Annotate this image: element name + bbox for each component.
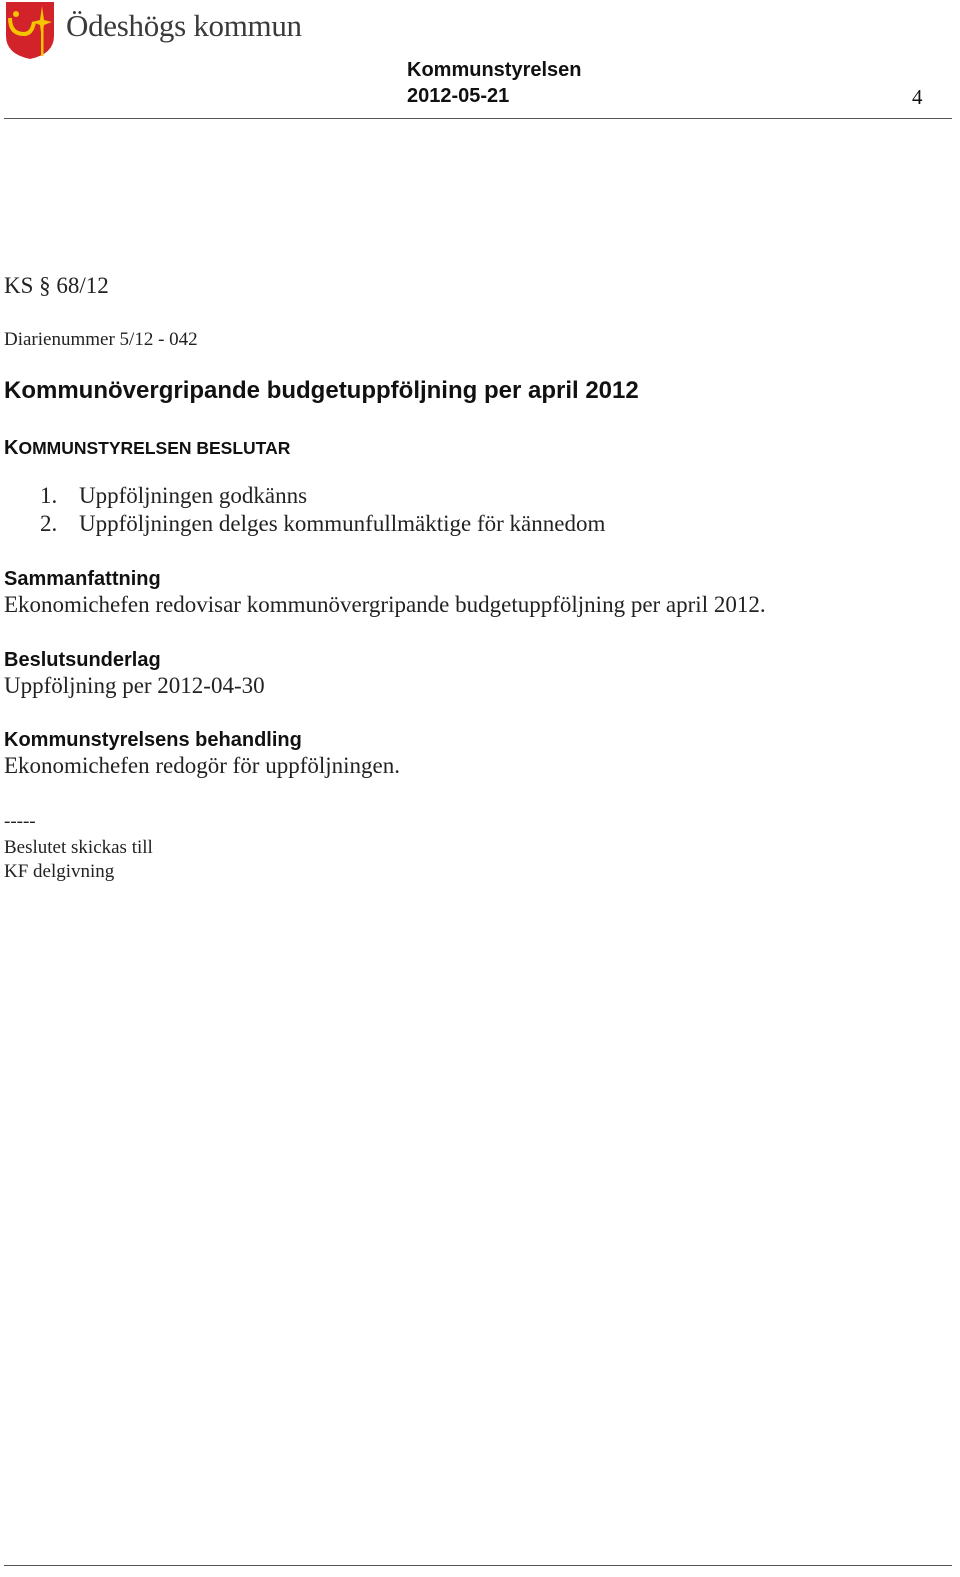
handling-heading: Kommunstyrelsens behandling (4, 729, 302, 751)
basis-body: Uppföljning per 2012-04-30 (4, 673, 265, 698)
list-item-text: Uppföljningen delges kommunfullmäktige för kännedom (79, 511, 606, 536)
footer-divider (4, 1565, 952, 1566)
diary-number: Diarienummer 5/12 - 042 (4, 329, 198, 350)
decision-heading (4, 437, 290, 460)
distribution-recipients: KF delgivning (4, 861, 115, 882)
coat-of-arms-icon (4, 0, 56, 60)
paragraph-reference: KS § 68/12 (4, 273, 109, 298)
case-title: Kommunövergripande budgetuppföljning per april 2012 (4, 377, 639, 404)
organization-name: Ödeshögs kommun (66, 8, 302, 43)
decision-heading-rest: OMMUNSTYRELSEN BESLUTAR (18, 438, 291, 458)
summary-heading: Sammanfattning (4, 568, 161, 590)
decision-heading-initial: K (4, 437, 19, 459)
summary-body: Ekonomichefen redovisar kommunövergripande budgetuppföljning per april 2012. (4, 592, 766, 617)
handling-body: Ekonomichefen redogör för uppföljningen. (4, 753, 400, 778)
basis-heading: Beslutsunderlag (4, 649, 161, 671)
list-item-text: Uppföljningen godkänns (79, 483, 308, 508)
page-number: 4 (912, 85, 923, 109)
separator: ----- (4, 811, 36, 832)
header-date: 2012-05-21 (407, 85, 510, 107)
list-item-number: 1. (40, 483, 58, 508)
header-committee: Kommunstyrelsen (407, 59, 582, 81)
distribution-label: Beslutet skickas till (4, 837, 153, 858)
header-divider (4, 118, 952, 119)
list-item-number: 2. (40, 511, 58, 536)
